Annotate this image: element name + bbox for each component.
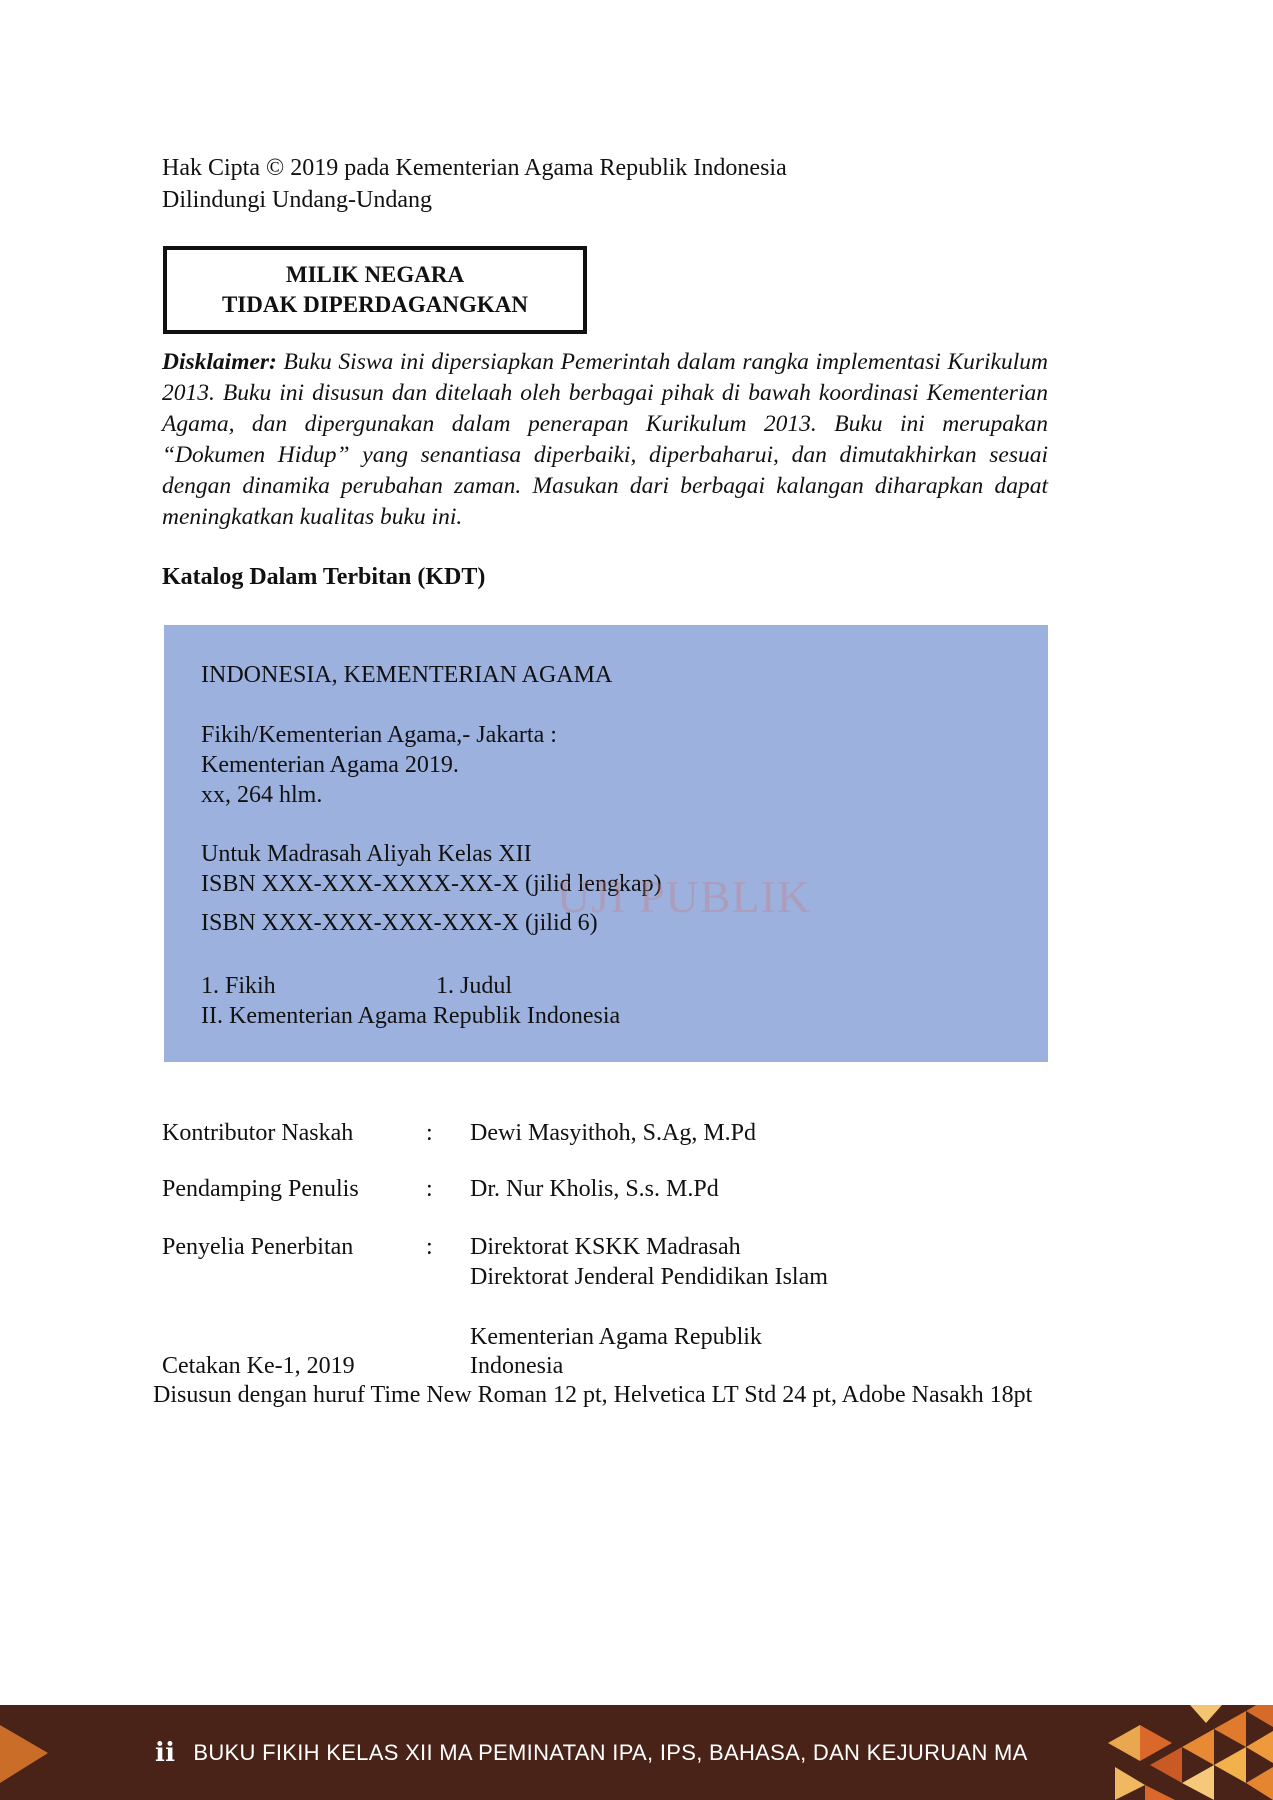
disclaimer-label: Disklaimer: <box>162 349 277 375</box>
page-number: ii <box>155 1737 176 1768</box>
contributor-colon: : <box>426 1176 433 1202</box>
pattern-triangle-icon <box>1145 1785 1175 1800</box>
publisher-line-1: Kementerian Agama Republik <box>470 1324 762 1350</box>
catalog-title-line: Fikih/Kementerian Agama,- Jakarta : <box>201 722 557 748</box>
watermark: UJI PUBLIK <box>557 871 812 922</box>
notice-line-1: MILIK NEGARA <box>285 262 465 287</box>
contributor-label: Pendamping Penulis <box>162 1176 359 1202</box>
pattern-triangle-icon <box>1214 1747 1246 1783</box>
catalog-box <box>164 625 1048 1062</box>
pattern-triangle-icon <box>1182 1729 1214 1765</box>
protection-line: Dilindungi Undang-Undang <box>162 187 432 213</box>
catalog-subject-2: 1. Judul <box>436 973 513 999</box>
contributor-value: Direktorat KSKK Madrasah <box>470 1234 741 1260</box>
copyright-line: Hak Cipta © 2019 pada Kementerian Agama Republik Indonesia <box>162 155 787 181</box>
pattern-triangle-icon <box>1182 1765 1214 1800</box>
disclaimer-paragraph <box>162 347 1048 533</box>
catalog-subject-1: 1. Fikih <box>201 973 276 999</box>
contributor-colon: : <box>426 1120 433 1146</box>
typeface-note: Disusun dengan huruf Time New Roman 12 pt, Helvetica LT Std 24 pt, Adobe Nasakh 18pt <box>153 1382 1033 1408</box>
pattern-triangle-icon <box>1190 1705 1222 1723</box>
page-footer <box>0 1705 1273 1800</box>
edition-line: Cetakan Ke-1, 2019 <box>162 1353 355 1379</box>
catalog-subject-3: II. Kementerian Agama Republik Indonesia <box>201 1003 621 1029</box>
copyright-notice <box>162 152 787 216</box>
pattern-triangle-icon <box>1246 1705 1273 1727</box>
pattern-triangle-icon <box>1115 1767 1145 1800</box>
catalog-publisher-line: Kementerian Agama 2019. <box>201 752 459 778</box>
catalog-pages-line: xx, 264 hlm. <box>201 782 323 808</box>
book-title: BUKU FIKIH KELAS XII MA PEMINATAN IPA, IPS, BAHASA, DAN KEJURUAN MA <box>193 1739 1028 1765</box>
footer-text <box>155 1705 1028 1800</box>
contributor-label: Kontributor Naskah <box>162 1120 354 1146</box>
notice-line-2: TIDAK DIPERDAGANGKAN <box>221 292 529 317</box>
kdt-heading: Katalog Dalam Terbitan (KDT) <box>162 564 486 590</box>
left-triangle-icon <box>0 1725 48 1783</box>
catalog-isbn-full: ISBN XXX-XXX-XXXX-XX-X (jilid lengkap) <box>201 871 662 897</box>
publisher-line-2: Indonesia <box>470 1353 564 1379</box>
pattern-triangle-icon <box>1214 1711 1246 1747</box>
pattern-triangle-icon <box>1246 1767 1273 1800</box>
contributor-colon: : <box>426 1234 433 1260</box>
pattern-triangle-icon <box>1108 1725 1140 1761</box>
disclaimer-text: Buku Siswa ini dipersiapkan Pemerintah dalam rangka implementasi Kurikulum 2013. Buku ini disusun dan ditelaah oleh berbagai pihak di bawah koordinasi Kementerian Agama, dan dipergunakan dalam penerapan Kurikulum 2013. Buku ini merupakan “Dokumen Hidup” yang senantiasa diperbaiki, diperbaharui, dan dimutakhirkan sesuai dengan dinamika perubahan zaman. Masukan dari berbagai kalangan diharapkan dapat meningkatkan kualitas buku ini. <box>162 349 1048 530</box>
contributor-value: Dewi Masyithoh, S.Ag, M.Pd <box>470 1120 757 1146</box>
catalog-author: INDONESIA, KEMENTERIAN AGAMA <box>201 662 613 688</box>
catalog-isbn-volume: ISBN XXX-XXX-XXX-XXX-X (jilid 6) <box>201 910 598 936</box>
pattern-triangle-icon <box>1246 1731 1273 1763</box>
catalog-audience-line: Untuk Madrasah Aliyah Kelas XII <box>201 841 532 867</box>
state-property-notice-box <box>163 246 587 334</box>
contributor-value: Dr. Nur Kholis, S.s. M.Pd <box>470 1176 719 1202</box>
contributor-value: Direktorat Jenderal Pendidikan Islam <box>470 1264 828 1290</box>
contributor-label: Penyelia Penerbitan <box>162 1234 354 1260</box>
